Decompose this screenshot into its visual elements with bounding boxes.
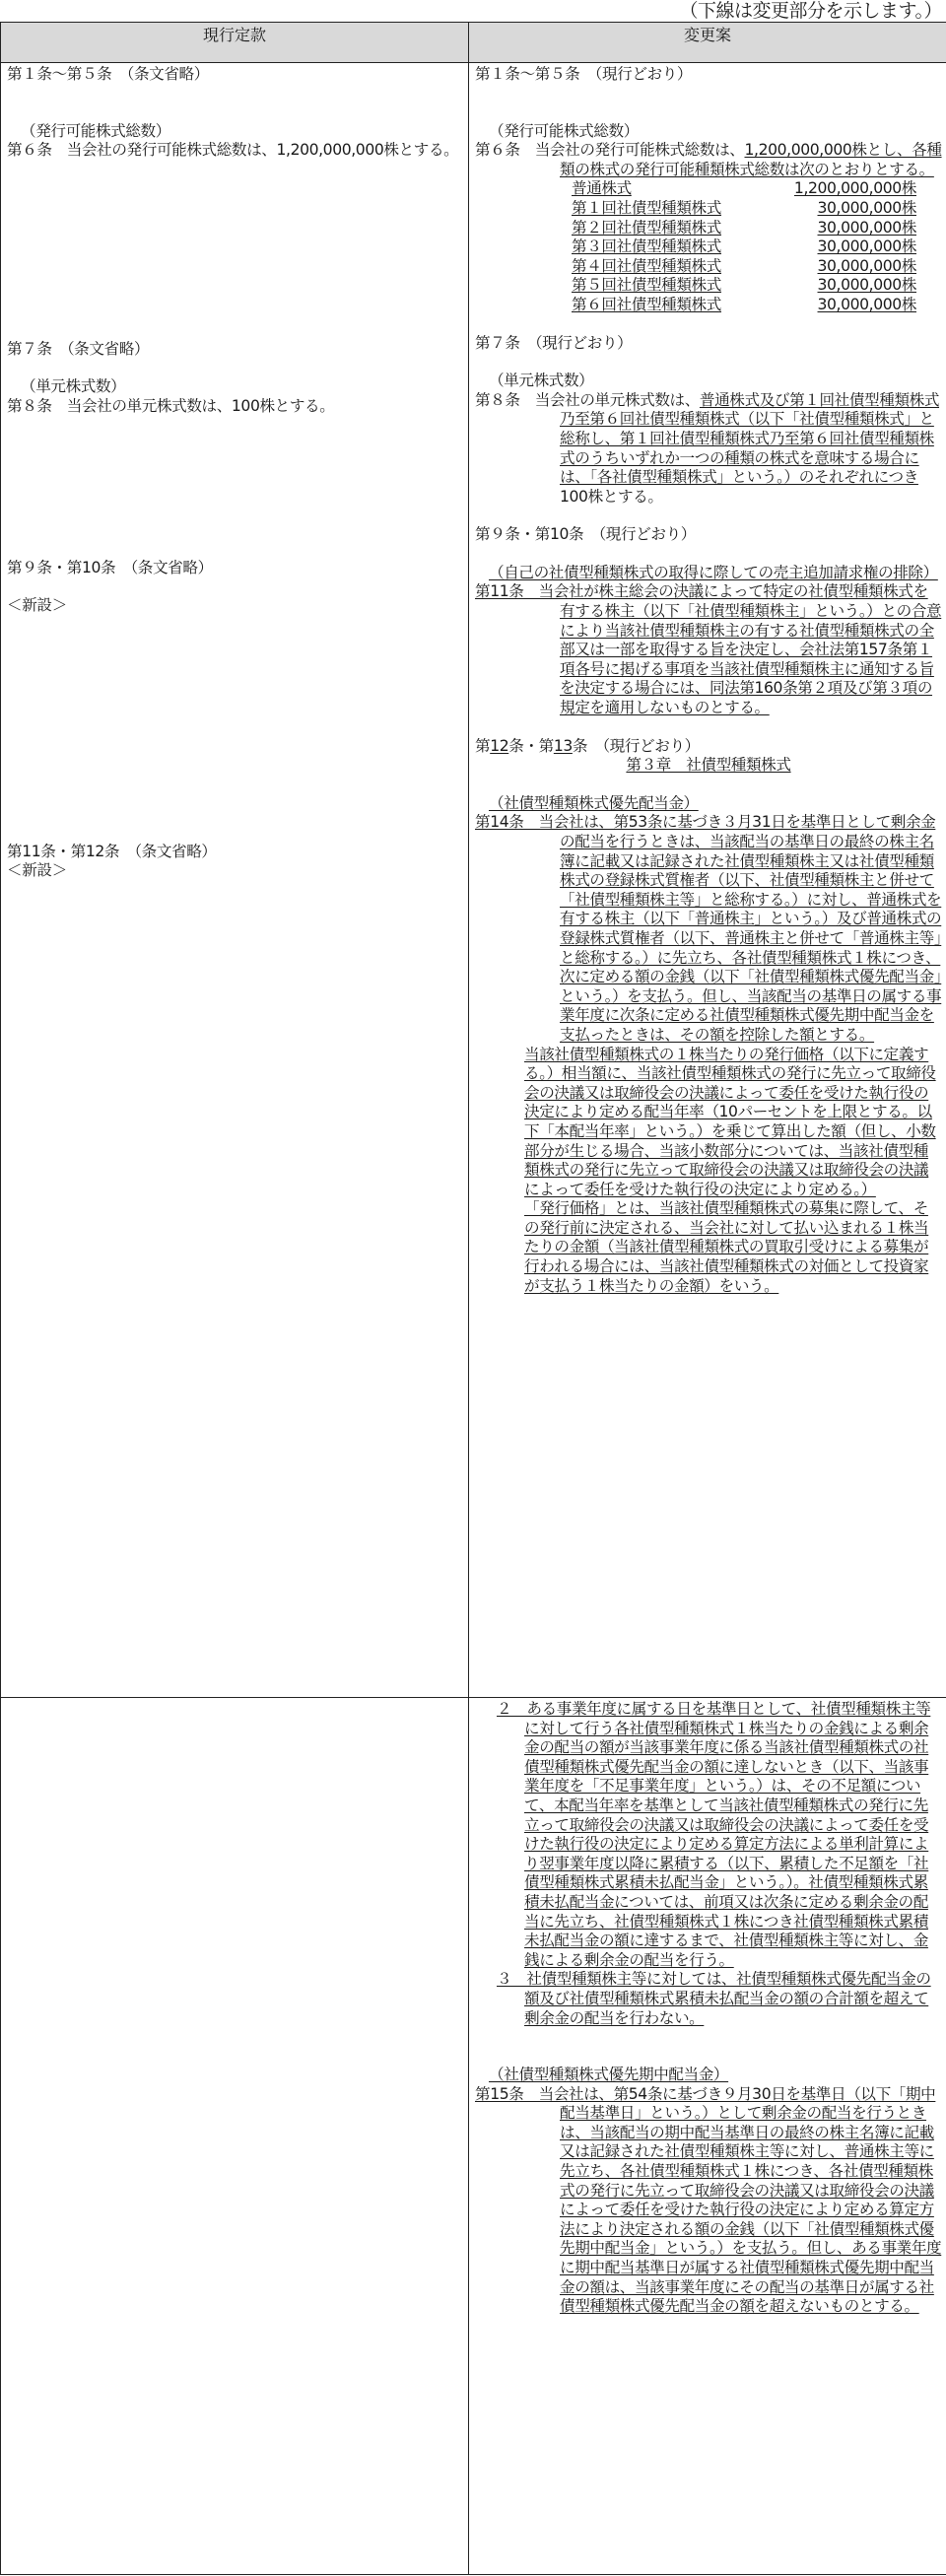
list-item: 第３回社債型種類株式 30,000,000株	[572, 237, 916, 256]
current-column	[1, 63, 469, 1698]
list-item: 第１回社債型種類株式 30,000,000株	[572, 198, 916, 217]
proposed-art14: 第14条 当会社は、第53条に基づき３月31日を基準日として剰余金の配当を行うときは、当該配当の基準日の最終の株主名簿に記載又は記録された社債型種類株主又は社債型種類株式の登録株式質権者（以下、社債型種類株主と併せて「社債型種類株主等」と総称する。）に対し、普通株式を有する株主（以下「普通株主」という。）及び普通株式の登録株式質権者（以下、普通株主と併せて「普通株主等」と総称する。）に先立ち、各社債型種類株式１株につき、次に定める額の金銭（以下「社債型種類株式優先配当金」という。）を支払う。但し、当該配当の基準日の属する事業年度に次条に定める社債型種類株式優先期中配当金を支払ったときは、その額を控除した額とする。	[475, 813, 942, 1044]
proposed-art14-para2: ２ ある事業年度に属する日を基準日として、社債型種類株主等に対して行う各社債型種類株式１株当たりの金銭による剰余金の配当の額が当該事業年度に係る当該社債型種類株式の社債型種類株式優先配当金の額に達しないとき（以下、当該事業年度を「不足事業年度」という。）は、その不足額について、本配当年率を基準として当該社債型種類株式の発行に先立って取締役会の決議又は取締役会の決議によって委任を受けた執行役の決定により定める算定方法による単利計算により翌事業年度以降に累積する（以下、累積した不足額を「社債型種類株式累積未払配当金」という。）。社債型種類株式累積未払配当金については、前項又は次条に定める剰余金の配当に先立ち、社債型種類株式１株につき社債型種類株式累積未払配当金の額に達するまで、社債型種類株主等に対し、金銭による剰余金の配当を行う。	[497, 1700, 931, 1969]
proposed-art1-5: 第１条～第５条 （現行どおり）	[475, 65, 693, 83]
proposed-art15: 第15条 当会社は、第54条に基づき９月30日を基準日（以下「期中配当基準日」という。）として剰余金の配当を行うときは、当該配当の期中配当基準日の最終の株主名簿に記載又は記録された社債型種類株主等に対し、普通株主等に先立ち、各社債型種類株式１株につき、各社債型種類株式の発行に先立って取締役会の決議又は取締役会の決議によって委任を受けた執行役の決定により定める算定方法により決定される額の金銭（以下「社債型種類株式優先期中配当金」という。）を支払う。但し、ある事業年度に期中配当基準日が属する社債型種類株式優先期中配当金の額は、当該事業年度にその配当の基準日が属する社債型種類株式優先配当金の額を超えないものとする。	[475, 2084, 942, 2316]
proposed-art14-para3: ３ 社債型種類株主等に対しては、社債型種類株式優先配当金の額及び社債型種類株式累積未払配当金の額の合計額を超えて剰余金の配当を行わない。	[497, 1970, 931, 2027]
share-class-list	[572, 179, 916, 314]
proposed-caption-8: （単元株式数）	[489, 372, 594, 390]
comparison-table	[0, 22, 946, 2575]
current-art11-12: 第11条・第12条 （条文省略）	[7, 842, 217, 860]
header-row	[1, 23, 946, 63]
proposed-art8: 第８条 当会社の単元株式数は、普通株式及び第１回社債型種類株式乃至第６回社債型種類株式（以下「社債型種類株式」と総称し、第１回社債型種類株式乃至第６回社債型種類株式のうちいずれか一つの種類の株式を意味する場合には、「各社債型種類株式」という。）のそれぞれにつき100株とする。	[475, 390, 940, 506]
proposed-caption-11: （自己の社債型種類株式の取得に際しての売主追加請求権の排除）	[489, 563, 938, 581]
current-column-empty	[1, 1698, 469, 2575]
current-new-2: ＜新設＞	[7, 861, 67, 880]
current-art7: 第７条 （条文省略）	[7, 339, 150, 358]
list-item: 第４回社債型種類株式 30,000,000株	[572, 256, 916, 275]
current-caption-8: （単元株式数）	[21, 377, 126, 396]
proposed-art6: 第６条 当会社の発行可能株式総数は、1,200,000,000株とし、各種類の株式の発行可能種類株式総数は次のとおりとする。	[475, 141, 942, 178]
underline-note: （下線は変更部分を示します。）	[679, 0, 942, 22]
list-item: 第６回社債型種類株式 30,000,000株	[572, 295, 916, 313]
proposed-art14-formula: 当該社債型種類株式の１株当たりの発行価格（以下に定義する。）相当額に、当該社債型種類株式の発行に先立って取締役会の決議又は取締役会の決議によって委任を受けた執行役の決定により定める配当年率（10パーセントを上限とする。以下「本配当年率」という。）を乗じて算出した額（但し、小数部分が生じる場合、当該小数部分については、当該社債型種類株式の発行に先立って取締役会の決議又は取締役会の決議によって委任を受けた執行役の決定により定める。）	[524, 1045, 936, 1198]
proposed-art11: 第11条 当会社が株主総会の決議によって特定の社債型種類株式を有する株主（以下「社債型種類株主」という。）との合意により当該社債型種類株主の有する社債型種類株式の全部又は一部を取得する旨を決定し、会社法第157条第１項各号に掲げる事項を当該社債型種類株主に通知する旨を決定する場合には、同法第160条第２項及び第３項の規定を適用しないものとする。	[475, 582, 942, 717]
table-row	[1, 63, 946, 1698]
proposed-column	[469, 1698, 946, 2575]
proposed-art9-10: 第９条・第10条 （現行どおり）	[475, 525, 696, 544]
current-art1-5: 第１条～第５条 （条文省略）	[7, 65, 209, 83]
header-proposed: 変更案	[469, 23, 946, 63]
proposed-art14-definition: 「発行価格」とは、当該社債型種類株式の募集に際して、その発行前に決定される、当会社に対して払い込まれる１株当たりの金額（当該社債型種類株式の買取引受けによる募集が行われる場合には、当該社債型種類株式の対価として投資家が支払う１株当たりの金額）をいう。	[524, 1199, 929, 1295]
list-item: 普通株式 1,200,000,000株	[572, 179, 916, 198]
chapter-heading: 第３章 社債型種類株式	[626, 756, 791, 775]
current-art8: 第８条 当会社の単元株式数は、100株とする。	[7, 396, 335, 415]
current-new-1: ＜新設＞	[7, 596, 67, 615]
proposed-art7: 第７条 （現行どおり）	[475, 333, 633, 352]
current-caption-6: （発行可能株式総数）	[21, 121, 170, 140]
proposed-column	[469, 63, 946, 1698]
current-art9-10: 第９条・第10条 （条文省略）	[7, 558, 213, 576]
proposed-caption-6: （発行可能株式総数）	[489, 121, 639, 140]
proposed-caption-15: （社債型種類株式優先期中配当金）	[489, 2066, 729, 2084]
table-row	[1, 1698, 946, 2575]
list-item: 第２回社債型種類株式 30,000,000株	[572, 218, 916, 237]
proposed-art12-13: 第12条・第13条 （現行どおり）	[475, 736, 700, 755]
list-item: 第５回社債型種類株式 30,000,000株	[572, 276, 916, 295]
current-art6: 第６条 当会社の発行可能株式総数は、1,200,000,000株とする。	[7, 141, 459, 160]
proposed-caption-14: （社債型種類株式優先配当金）	[489, 793, 699, 812]
header-current: 現行定款	[1, 23, 469, 63]
